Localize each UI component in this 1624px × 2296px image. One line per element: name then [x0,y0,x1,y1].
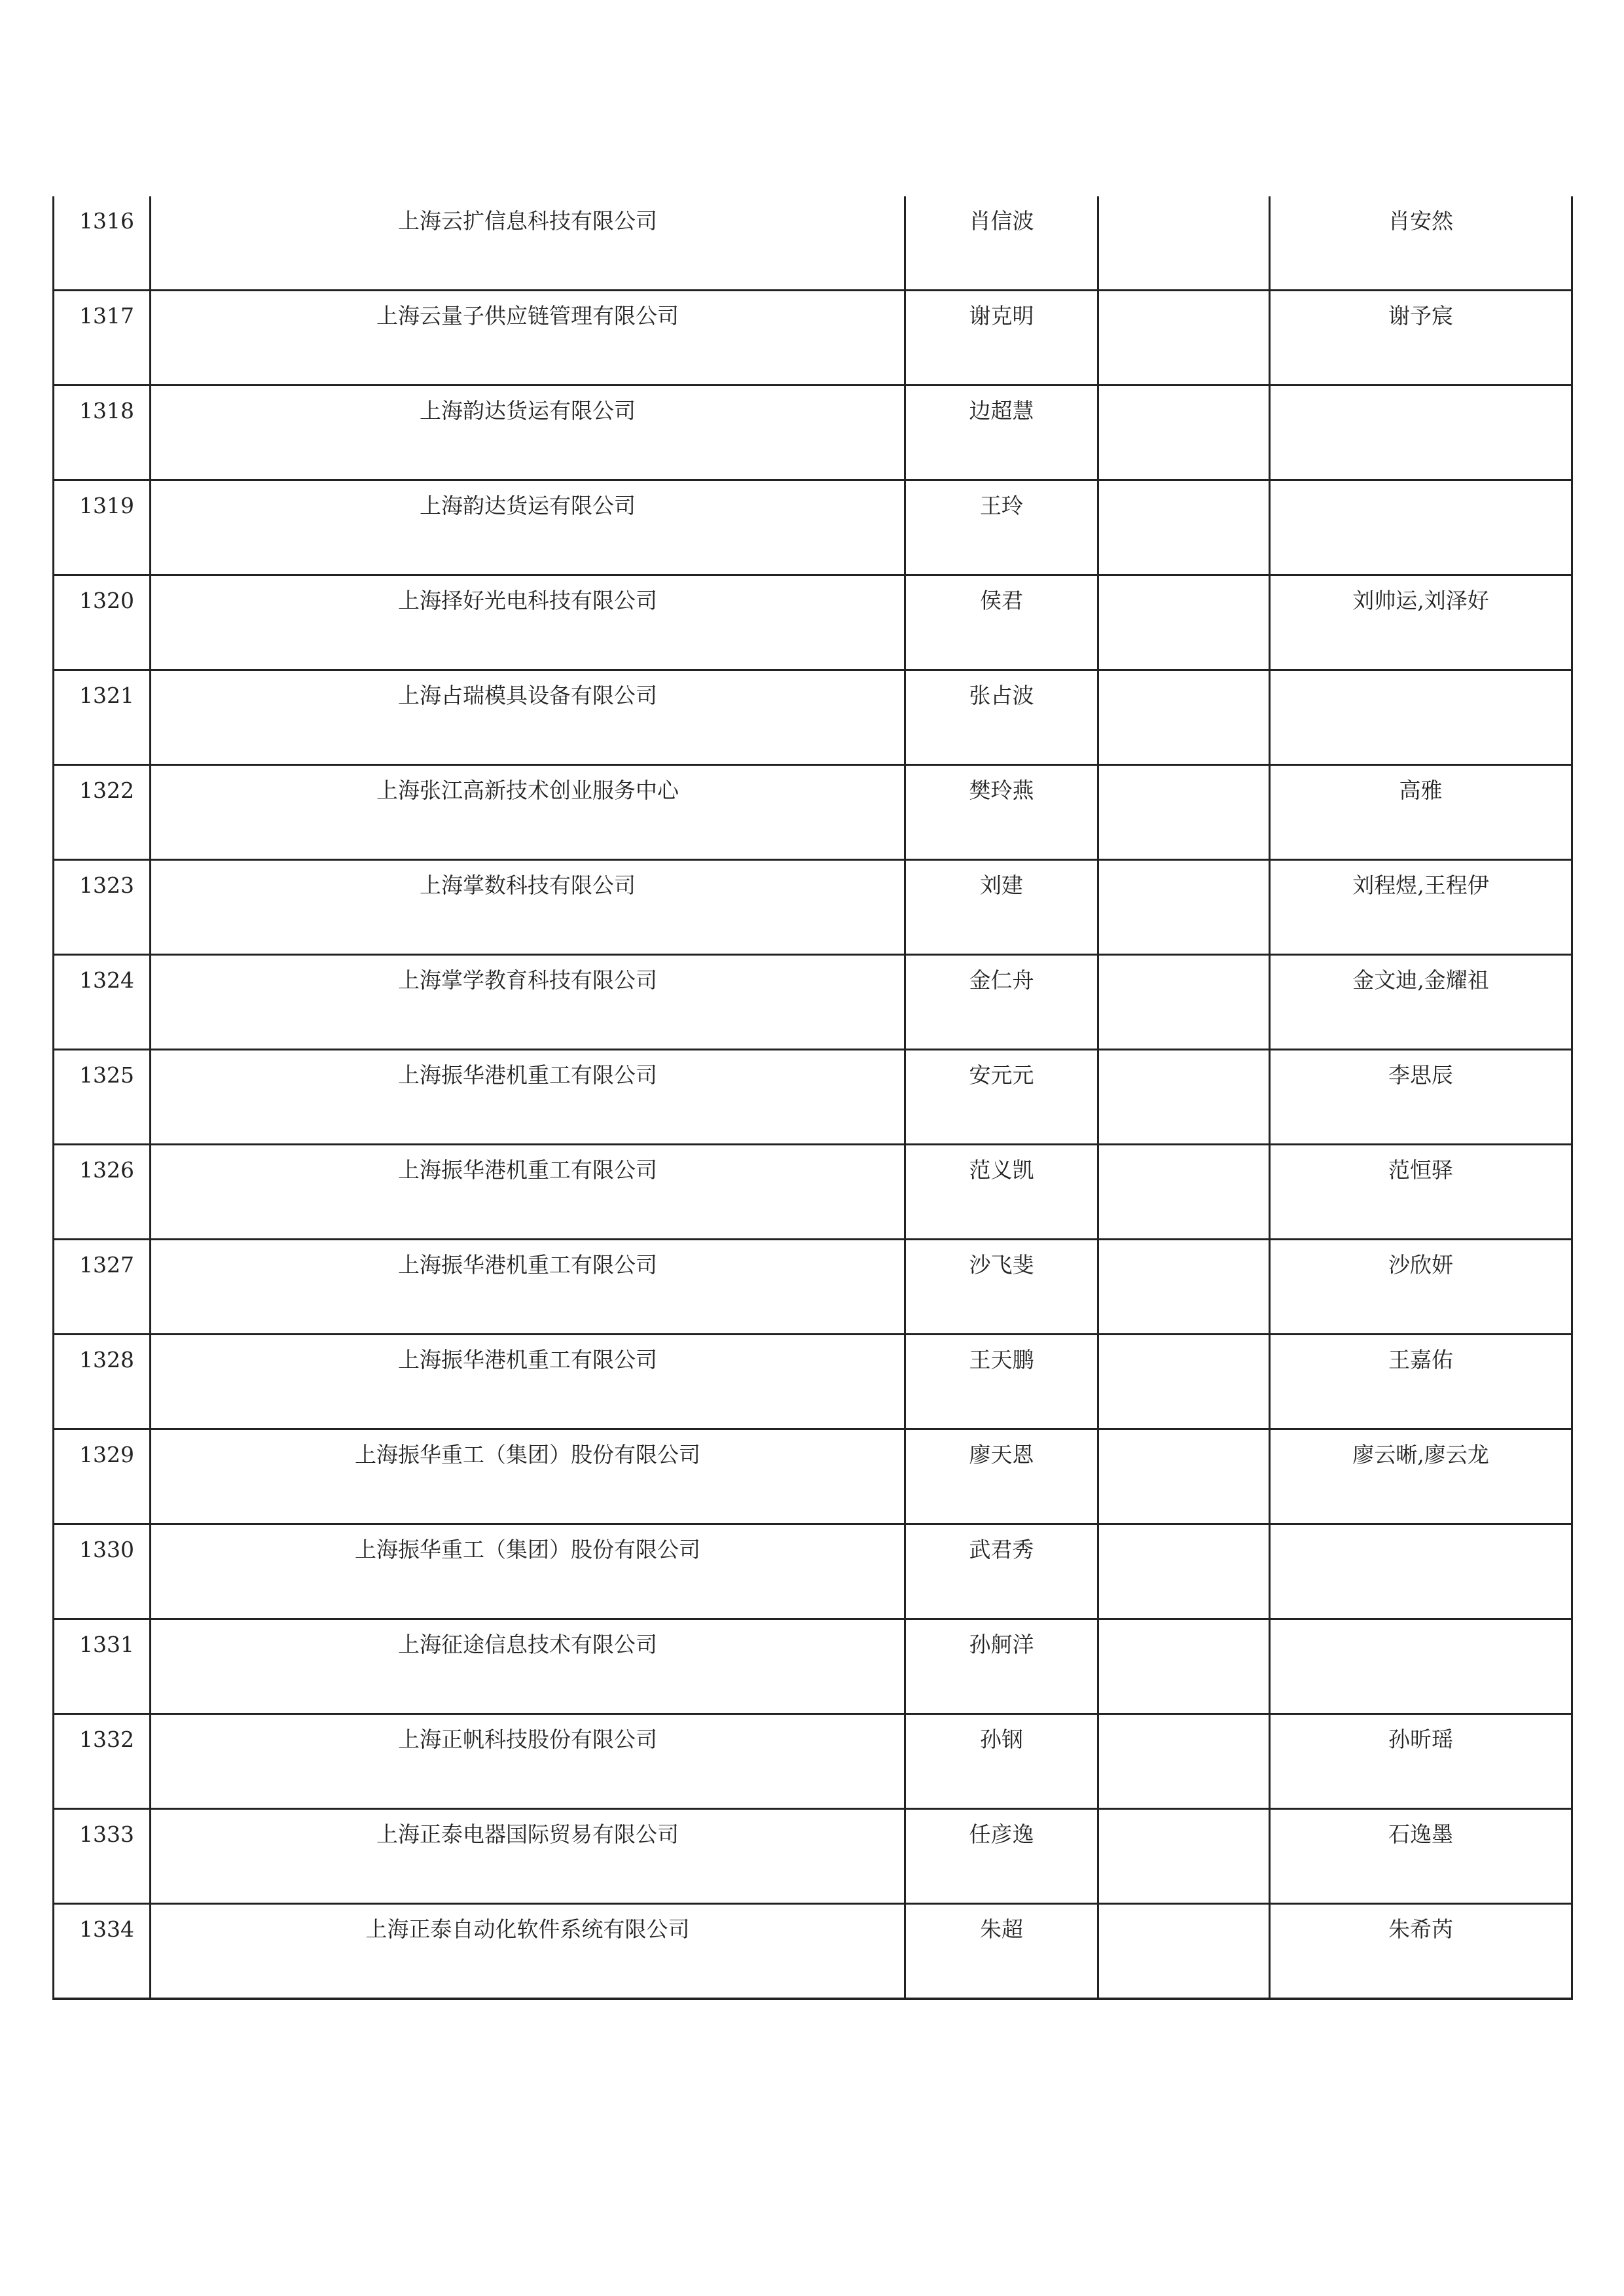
children-names: 朱希芮 [1388,1916,1453,1942]
company-name-cell [151,1050,905,1145]
row-number-cell [54,1240,151,1335]
blank-cell [1099,1810,1269,1821]
company-name: 上海择好光电科技有限公司 [398,588,657,613]
children-names: 李思辰 [1388,1062,1453,1088]
company-name-cell [151,1904,905,2000]
person-name: 侯君 [980,588,1023,613]
row-number: 1327 [79,1252,134,1278]
blank-cell [1099,956,1269,967]
blank-cell-cell [1098,1619,1270,1714]
person-name: 王天鹏 [969,1347,1034,1372]
company-name: 上海振华港机重工有限公司 [398,1252,657,1278]
row-number: 1328 [79,1347,134,1372]
children-names-cell [1270,1240,1572,1335]
row-number: 1316 [79,208,134,234]
company-name-cell [151,1714,905,1809]
children-names-cell [1270,1050,1572,1145]
table-row [54,1050,1572,1145]
row-number: 1320 [79,588,134,613]
children-names-cell [1270,386,1572,480]
table-row [54,196,1572,291]
person-name: 肖信波 [969,208,1034,234]
blank-cell-cell [1098,1524,1270,1619]
blank-cell-cell [1098,1429,1270,1524]
row-number-cell [54,1714,151,1809]
company-name: 上海掌学教育科技有限公司 [398,967,657,993]
blank-cell-cell [1098,955,1270,1050]
company-name: 上海张江高新技术创业服务中心 [376,778,679,803]
person-name-cell [905,1145,1098,1240]
company-name: 上海正泰自动化软件系统有限公司 [365,1916,690,1942]
person-name: 廖天恩 [969,1442,1034,1467]
company-name: 上海振华港机重工有限公司 [398,1157,657,1183]
row-number-cell [54,1619,151,1714]
company-name: 上海韵达货运有限公司 [420,493,636,518]
row-number: 1326 [79,1157,134,1183]
row-number-cell [54,955,151,1050]
blank-cell [1099,1620,1269,1632]
children-names: 范恒驿 [1388,1157,1453,1183]
company-name: 上海正泰电器国际贸易有限公司 [376,1821,679,1847]
person-name: 谢克明 [969,303,1034,329]
company-name: 上海振华港机重工有限公司 [398,1062,657,1088]
blank-cell [1099,1335,1269,1347]
blank-cell-cell [1098,1145,1270,1240]
children-names: 谢予宸 [1388,303,1453,329]
children-names-cell [1270,1714,1572,1809]
person-name-cell [905,1524,1098,1619]
blank-cell [1099,861,1269,872]
table-row [54,1145,1572,1240]
row-number-cell [54,1904,151,2000]
blank-cell [1099,386,1269,398]
children-names [1271,481,1571,493]
company-name: 上海云量子供应链管理有限公司 [376,303,679,329]
row-number: 1321 [79,683,134,708]
row-number: 1330 [79,1537,134,1562]
row-number: 1317 [79,303,134,329]
blank-cell [1099,671,1269,683]
blank-cell-cell [1098,1714,1270,1809]
person-name-cell [905,670,1098,765]
person-name-cell [905,1240,1098,1335]
children-names-cell [1270,575,1572,670]
row-number: 1331 [79,1632,134,1657]
children-names [1271,1525,1571,1537]
table-row [54,1429,1572,1524]
table-row [54,765,1572,860]
table-row [54,1619,1572,1714]
blank-cell-cell [1098,1335,1270,1429]
blank-cell [1099,766,1269,778]
row-number-cell [54,765,151,860]
children-names: 沙欣妍 [1388,1252,1453,1278]
company-name-cell [151,765,905,860]
company-name-cell [151,1145,905,1240]
blank-cell [1099,481,1269,493]
person-name: 任彦逸 [969,1821,1034,1847]
children-names: 王嘉佑 [1388,1347,1453,1372]
blank-cell-cell [1098,291,1270,386]
children-names-cell [1270,1619,1572,1714]
blank-cell-cell [1098,1904,1270,2000]
person-name: 沙飞斐 [969,1252,1034,1278]
person-name: 孙钢 [980,1727,1023,1752]
children-names-cell [1270,1429,1572,1524]
company-name: 上海正帆科技股份有限公司 [398,1727,657,1752]
company-name-cell [151,1524,905,1619]
company-name-cell [151,955,905,1050]
blank-cell [1099,576,1269,588]
blank-cell-cell [1098,196,1270,291]
company-name-cell [151,670,905,765]
row-number-cell [54,670,151,765]
company-name-cell [151,1240,905,1335]
company-name: 上海振华重工（集团）股份有限公司 [355,1537,700,1562]
row-number: 1323 [79,872,134,898]
person-name: 安元元 [969,1062,1034,1088]
children-names-cell [1270,291,1572,386]
children-names: 刘帅运,刘泽好 [1352,588,1489,613]
company-name-cell [151,860,905,955]
company-name-cell [151,386,905,480]
row-number: 1318 [79,398,134,423]
person-name-cell [905,1809,1098,1904]
blank-cell-cell [1098,386,1270,480]
company-name-cell [151,1809,905,1904]
person-name-cell [905,1904,1098,2000]
children-names: 金文迪,金耀祖 [1352,967,1489,993]
blank-cell [1099,1715,1269,1727]
table-row [54,1714,1572,1809]
children-names-cell [1270,765,1572,860]
row-number: 1322 [79,778,134,803]
blank-cell [1099,1240,1269,1252]
blank-cell [1099,1905,1269,1916]
table-body [54,196,1572,1999]
row-number: 1325 [79,1062,134,1088]
children-names [1271,386,1571,398]
row-number: 1334 [79,1916,134,1942]
children-names-cell [1270,955,1572,1050]
company-name-cell [151,1619,905,1714]
row-number-cell [54,1145,151,1240]
person-name-cell [905,1714,1098,1809]
person-name: 边超慧 [969,398,1034,423]
table-row [54,1809,1572,1904]
blank-cell [1099,1050,1269,1062]
children-names: 刘程煜,王程伊 [1352,872,1489,898]
person-name-cell [905,1050,1098,1145]
company-name-cell [151,196,905,291]
children-names: 孙昕瑶 [1388,1727,1453,1752]
company-name: 上海振华港机重工有限公司 [398,1347,657,1372]
person-name-cell [905,955,1098,1050]
children-names-cell [1270,1335,1572,1429]
blank-cell-cell [1098,1050,1270,1145]
children-names [1271,1620,1571,1632]
table-row [54,386,1572,480]
children-names: 肖安然 [1388,208,1453,234]
table-row [54,480,1572,575]
table-row [54,575,1572,670]
blank-cell-cell [1098,1809,1270,1904]
table-row [54,955,1572,1050]
company-name-cell [151,480,905,575]
children-names: 石逸墨 [1388,1821,1453,1847]
company-name-cell [151,1429,905,1524]
person-name-cell [905,291,1098,386]
children-names-cell [1270,1809,1572,1904]
blank-cell [1099,1525,1269,1537]
children-names-cell [1270,1904,1572,2000]
children-names-cell [1270,1145,1572,1240]
row-number-cell [54,480,151,575]
blank-cell [1099,1145,1269,1157]
row-number-cell [54,1050,151,1145]
blank-cell-cell [1098,480,1270,575]
row-number-cell [54,575,151,670]
table-row [54,291,1572,386]
company-name: 上海占瑞模具设备有限公司 [398,683,657,708]
blank-cell [1099,1430,1269,1442]
children-names-cell [1270,480,1572,575]
person-name: 樊玲燕 [969,778,1034,803]
blank-cell-cell [1098,575,1270,670]
company-name-cell [151,575,905,670]
person-name-cell [905,765,1098,860]
row-number: 1319 [79,493,134,518]
company-name: 上海掌数科技有限公司 [420,872,636,898]
children-names-cell [1270,1524,1572,1619]
table-row [54,670,1572,765]
person-name-cell [905,480,1098,575]
person-name: 王玲 [980,493,1023,518]
blank-cell [1099,291,1269,303]
table-row [54,860,1572,955]
person-name: 朱超 [980,1916,1023,1942]
company-name: 上海振华重工（集团）股份有限公司 [355,1442,700,1467]
row-number-cell [54,1524,151,1619]
person-name-cell [905,196,1098,291]
company-name-cell [151,1335,905,1429]
person-name-cell [905,1335,1098,1429]
company-name-cell [151,291,905,386]
row-number-cell [54,196,151,291]
data-table [52,196,1573,2000]
table-row [54,1335,1572,1429]
row-number: 1332 [79,1727,134,1752]
person-name-cell [905,386,1098,480]
person-name: 刘建 [980,872,1023,898]
children-names-cell [1270,196,1572,291]
company-name: 上海韵达货运有限公司 [420,398,636,423]
person-name-cell [905,860,1098,955]
person-name: 武君秀 [969,1537,1034,1562]
blank-cell-cell [1098,765,1270,860]
blank-cell-cell [1098,1240,1270,1335]
person-name-cell [905,1619,1098,1714]
row-number: 1329 [79,1442,134,1467]
company-name: 上海云扩信息科技有限公司 [398,208,657,234]
row-number-cell [54,1809,151,1904]
table-row [54,1524,1572,1619]
person-name: 金仁舟 [969,967,1034,993]
children-names [1271,671,1571,683]
children-names-cell [1270,670,1572,765]
row-number: 1324 [79,967,134,993]
row-number-cell [54,860,151,955]
person-name-cell [905,1429,1098,1524]
person-name: 张占波 [969,683,1034,708]
row-number-cell [54,1429,151,1524]
blank-cell [1099,196,1269,208]
blank-cell-cell [1098,670,1270,765]
row-number-cell [54,1335,151,1429]
person-name-cell [905,575,1098,670]
person-name: 孙舸洋 [969,1632,1034,1657]
table-row [54,1904,1572,2000]
person-name: 范义凯 [969,1157,1034,1183]
table-row [54,1240,1572,1335]
children-names-cell [1270,860,1572,955]
company-name: 上海征途信息技术有限公司 [398,1632,657,1657]
row-number: 1333 [79,1821,134,1847]
blank-cell-cell [1098,860,1270,955]
children-names: 廖云晰,廖云龙 [1352,1442,1489,1467]
row-number-cell [54,291,151,386]
children-names: 高雅 [1399,778,1443,803]
row-number-cell [54,386,151,480]
